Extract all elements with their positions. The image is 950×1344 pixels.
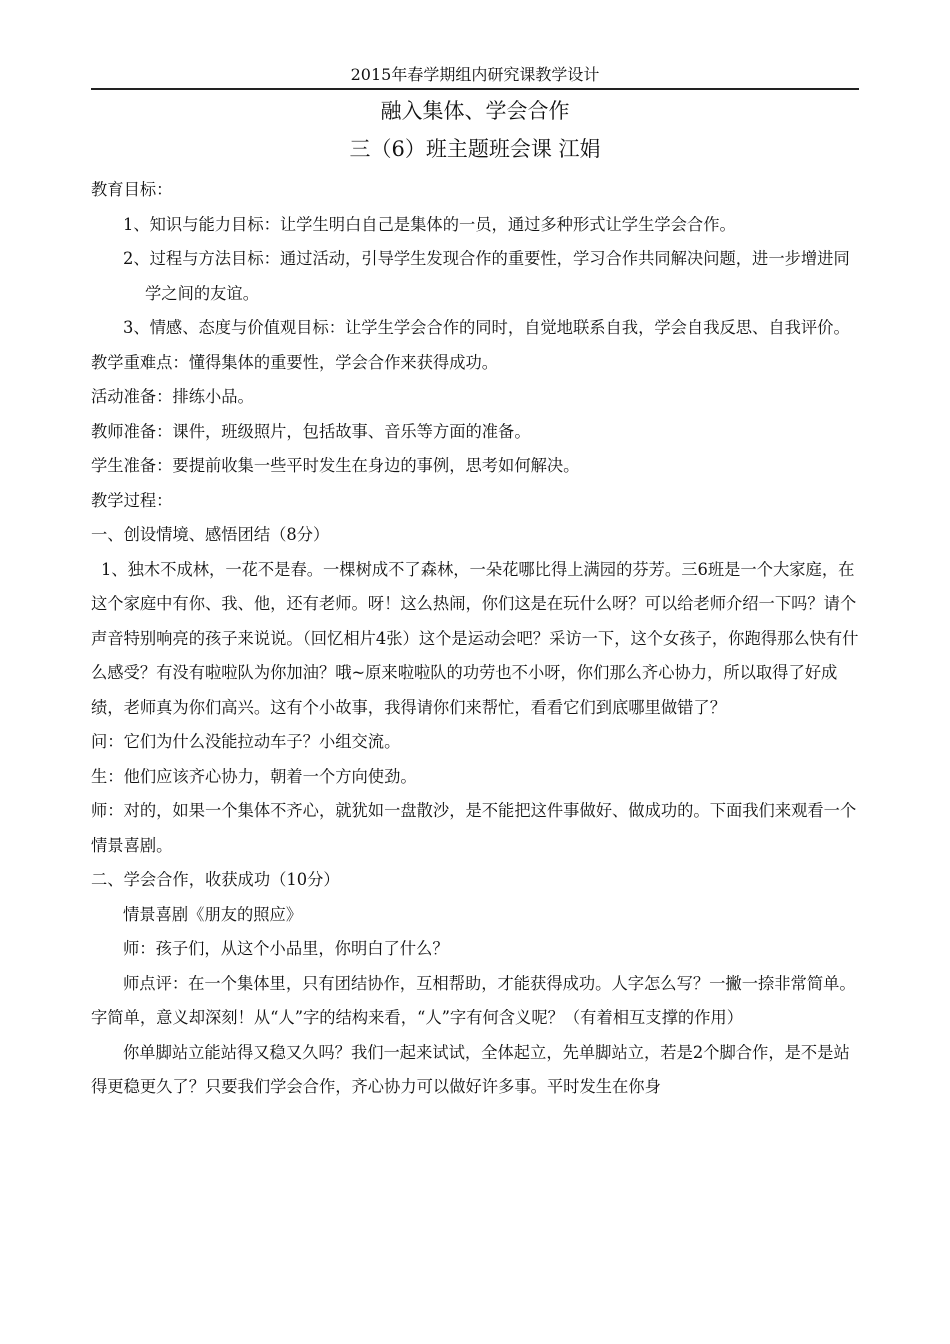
page-header: 2015年春学期组内研究课教学设计 [350, 65, 600, 84]
paragraph: 3、情感、态度与价值观目标：让学生学会合作的同时，自觉地联系自我，学会自我反思、自我评价。 [123, 318, 850, 337]
paragraph: 师：对的，如果一个集体不齐心，就犹如一盘散沙，是不能把这件事做好、做成功的。下面我们来观看一个情景喜剧。 [91, 801, 857, 855]
document-title: 融入集体、学会合作 [380, 99, 570, 123]
paragraph: 你单脚站立能站得又稳又久吗？我们一起来试试，全体起立，先单脚站立，若是2个脚合作，是不是站得更稳更久了？只要我们学会合作，齐心协力可以做好许多事。平时发生在你身 [91, 1042, 850, 1096]
paragraph: 情景喜剧《朋友的照应》 [123, 904, 303, 924]
paragraph: 教师准备：课件，班级照片，包括故事、音乐等方面的准备。 [91, 421, 531, 441]
paragraph: 问：它们为什么没能拉动车子？小组交流。 [91, 732, 401, 751]
paragraph: 1、独木不成林，一花不是春。一棵树成不了森林，一朵花哪比得上满园的芬芳。三6班是一个大家庭，在这个家庭中有你、我、他，还有老师。呀！这么热闹，你们这是在玩什么呀？可以给老师介绍一下吗？请个声音特别响亮的孩子来说说。（回忆相片4张）这个是运动会吧？采访一下，这个女孩子，你跑得那么快有什么感受？有没有啦啦队为你加油？哦~原来啦啦队的功劳也不小呀，你们那么齐心协力，所以取得了好成绩，老师真为你们高兴。这有个小故事，我得请你们来帮忙，看看它们到底哪里做错了？ [91, 559, 859, 717]
paragraph: 教学过程： [91, 490, 173, 510]
paragraph: 活动准备：排练小品。 [91, 387, 254, 406]
section-heading: 二、学会合作，收获成功（10分） [91, 870, 340, 889]
section-heading: 一、创设情境、感悟团结（8分） [91, 525, 330, 544]
header-divider [91, 88, 859, 90]
paragraph: 2、过程与方法目标：通过活动，引导学生发现合作的重要性，学习合作共同解决问题，进一步增进同学之间的友谊。 [123, 249, 850, 303]
paragraph: 1、知识与能力目标：让学生明白自己是集体的一员，通过多种形式让学生学会合作。 [123, 214, 736, 234]
document-subtitle: 三（6）班主题班会课 江娟 [349, 137, 601, 161]
paragraph: 教育目标： [91, 180, 173, 199]
paragraph: 学生准备：要提前收集一些平时发生在身边的事例，思考如何解决。 [91, 456, 580, 475]
paragraph: 生：他们应该齐心协力，朝着一个方向使劲。 [91, 766, 417, 786]
paragraph: 教学重难点：懂得集体的重要性，学会合作来获得成功。 [91, 352, 499, 372]
paragraph: 师点评：在一个集体里，只有团结协作，互相帮助，才能获得成功。人字怎么写？一撇一捺非常简单。字简单，意义却深刻！从“人”字的结构来看，“人”字有何含义呢？（有着相互支撑的作用） [91, 973, 856, 1027]
paragraph: 师：孩子们，从这个小品里，你明白了什么？ [123, 939, 449, 958]
document-body [91, 173, 859, 1105]
